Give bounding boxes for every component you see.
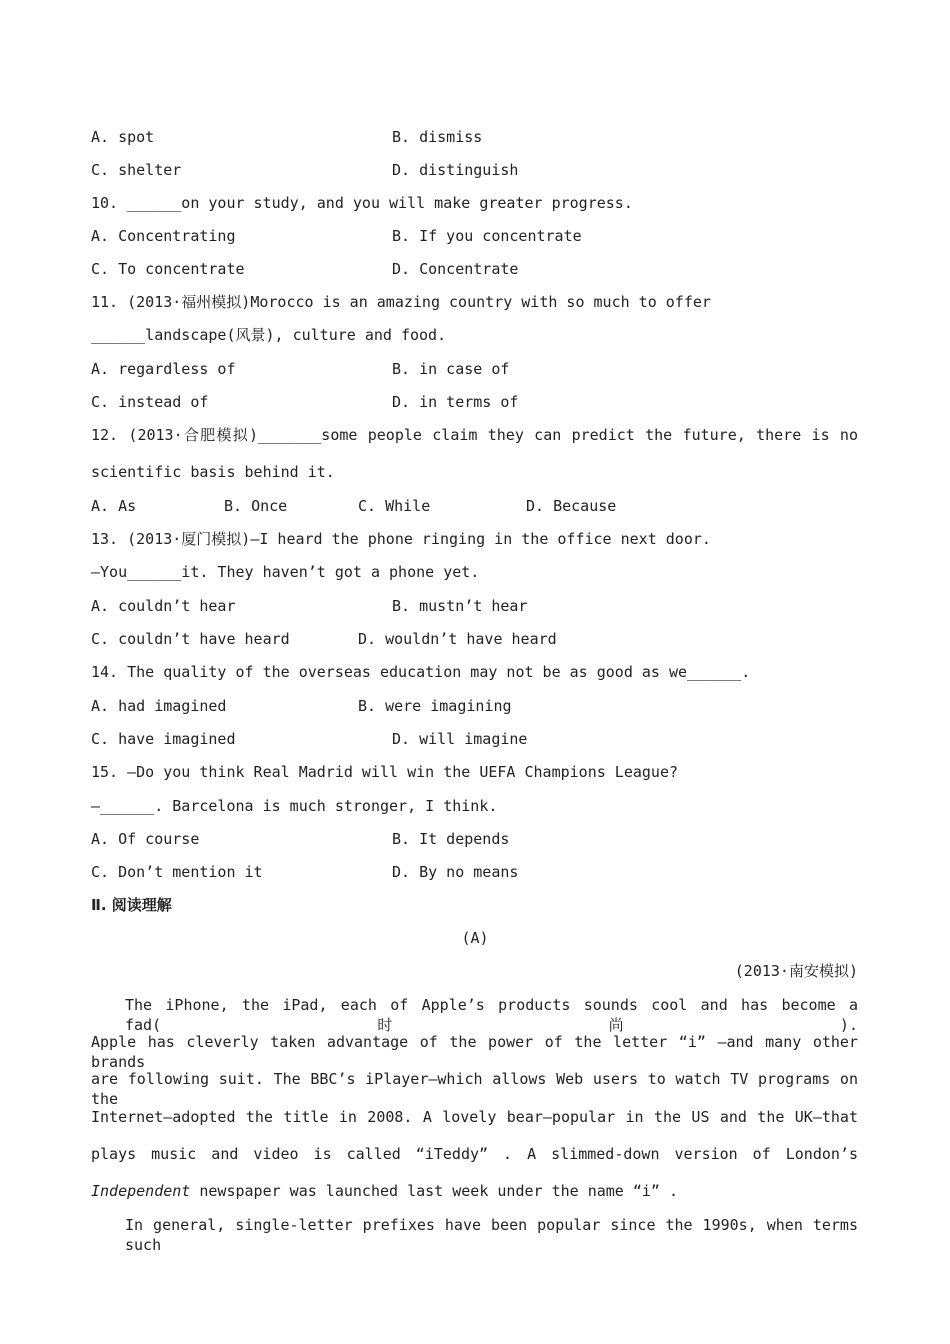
- q15-option-c: C. Don’t mention it: [91, 863, 263, 881]
- q10-stem: 10. ______on your study, and you will make greater progress.: [91, 194, 633, 212]
- passage-paragraph1-line3: are following suit. The BBC’s iPlayer—which allows Web users to watch TV programs on the: [91, 1070, 858, 1108]
- q14-option-b: B. were imagining: [358, 697, 512, 715]
- q10-option-c: C. To concentrate: [91, 260, 245, 278]
- q13-option-a: A. couldn’t hear: [91, 597, 236, 615]
- passage-source: (2013·南安模拟): [734, 962, 858, 980]
- q12-stem-line2: scientific basis behind it.: [91, 463, 335, 481]
- q12-option-a: A. As: [91, 497, 137, 515]
- section-heading: Ⅱ. 阅读理解: [91, 896, 172, 914]
- q9-option-b: B. dismiss: [392, 128, 483, 146]
- passage-paragraph1-line6: [91, 1181, 678, 1201]
- q11-option-d: D. in terms of: [392, 393, 519, 411]
- q12-stem-line1: 12. (2013·合肥模拟)_______some people claim they can predict the future, there is no: [91, 426, 858, 444]
- q11-stem-line2: ______landscape(风景), culture and food.: [91, 326, 447, 344]
- q13-option-c: C. couldn’t have heard: [91, 630, 290, 648]
- q11-option-b: B. in case of: [392, 360, 510, 378]
- q13-stem-line2: —You______it. They haven’t got a phone yet.: [91, 563, 480, 581]
- q13-option-b: B. mustn’t hear: [392, 597, 528, 615]
- q14-option-a: A. had imagined: [91, 697, 227, 715]
- passage-paragraph1-line5: plays music and video is called “iTeddy” . A slimmed-down version of London’s: [91, 1145, 858, 1163]
- q14-option-d: D. will imagine: [392, 730, 528, 748]
- q13-stem-line1: 13. (2013·厦门模拟)—I heard the phone ringing in the office next door.: [91, 530, 711, 548]
- passage-paragraph1-line2: Apple has cleverly taken advantage of the power of the letter “i” —and many other brands: [91, 1033, 858, 1071]
- passage-paragraph1-line1: The iPhone, the iPad, each of Apple’s products sounds cool and has become a fad(时尚).: [125, 996, 858, 1034]
- q15-stem-line2: —______. Barcelona is much stronger, I think.: [91, 797, 498, 815]
- q13-option-d: D. wouldn’t have heard: [358, 630, 557, 648]
- q11-option-c: C. instead of: [91, 393, 209, 411]
- q15-option-b: B. It depends: [392, 830, 510, 848]
- q12-option-b: B. Once: [224, 497, 288, 515]
- passage-label: (A): [461, 929, 489, 947]
- q15-option-d: D. By no means: [392, 863, 519, 881]
- q10-option-a: A. Concentrating: [91, 227, 236, 245]
- q15-stem-line1: 15. —Do you think Real Madrid will win the UEFA Champions League?: [91, 763, 678, 781]
- q9-option-c: C. shelter: [91, 161, 182, 179]
- passage-paragraph1-line6-rest: newspaper was launched last week under the name “i” .: [190, 1182, 679, 1200]
- q11-stem-line1: 11. (2013·福州模拟)Morocco is an amazing country with so much to offer: [91, 293, 711, 311]
- q14-stem: 14. The quality of the overseas education may not be as good as we______.: [91, 663, 751, 681]
- passage-paragraph1-line4: Internet—adopted the title in 2008. A lovely bear—popular in the US and the UK—that: [91, 1108, 858, 1126]
- q10-option-b: B. If you concentrate: [392, 227, 582, 245]
- q15-option-a: A. Of course: [91, 830, 200, 848]
- q12-option-c: C. While: [358, 497, 431, 515]
- q9-option-d: D. distinguish: [392, 161, 519, 179]
- q11-option-a: A. regardless of: [91, 360, 236, 378]
- passage-paragraph2-line1: In general, single-letter prefixes have been popular since the 1990s, when terms such: [125, 1216, 858, 1254]
- q12-option-d: D. Because: [526, 497, 617, 515]
- q10-option-d: D. Concentrate: [392, 260, 519, 278]
- q14-option-c: C. have imagined: [91, 730, 236, 748]
- q9-option-a: A. spot: [91, 128, 155, 146]
- newspaper-title: Independent: [91, 1182, 191, 1200]
